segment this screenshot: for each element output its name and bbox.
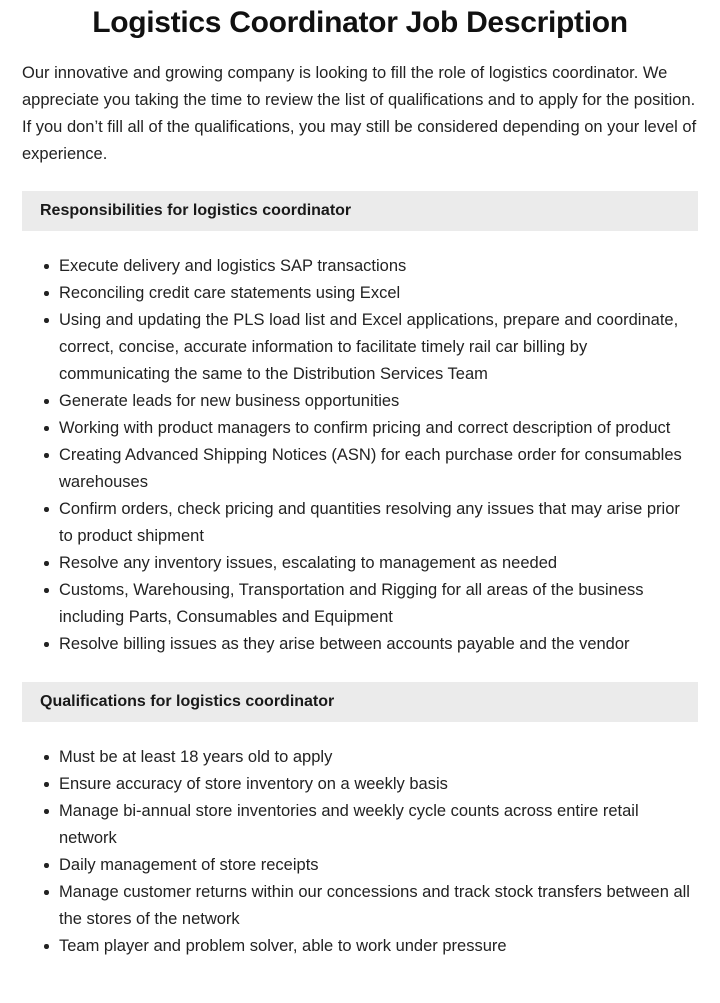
list-item: Confirm orders, check pricing and quantities resolving any issues that may arise prior to product shipment xyxy=(22,496,698,550)
list-item: Resolve billing issues as they arise between accounts payable and the vendor xyxy=(22,631,698,658)
list-item: Resolve any inventory issues, escalating to management as needed xyxy=(22,550,698,577)
section-header-responsibilities: Responsibilities for logistics coordinator xyxy=(22,191,698,231)
list-item: Must be at least 18 years old to apply xyxy=(22,744,698,771)
list-item: Working with product managers to confirm pricing and correct description of product xyxy=(22,415,698,442)
list-item: Generate leads for new business opportunities xyxy=(22,388,698,415)
section-responsibilities xyxy=(0,191,720,658)
qualifications-list xyxy=(0,722,720,960)
list-item: Using and updating the PLS load list and Excel applications, prepare and coordinate, correct, concise, accurate information to facilitate timely rail car billing by communicating the same to the Distribution Services Team xyxy=(22,307,698,388)
section-qualifications xyxy=(0,682,720,960)
list-item: Reconciling credit care statements using Excel xyxy=(22,280,698,307)
list-item: Manage customer returns within our concessions and track stock transfers between all the stores of the network xyxy=(22,879,698,933)
list-item: Customs, Warehousing, Transportation and Rigging for all areas of the business including Parts, Consumables and Equipment xyxy=(22,577,698,631)
intro-paragraph: Our innovative and growing company is looking to fill the role of logistics coordinator. We appreciate you taking the time to review the list of qualifications and to apply for the position. If you don’t fill all of the qualifications, you may still be considered depending on your level of experience. xyxy=(22,64,697,163)
list-item: Manage bi-annual store inventories and weekly cycle counts across entire retail network xyxy=(22,798,698,852)
section-header-qualifications: Qualifications for logistics coordinator xyxy=(22,682,698,722)
responsibilities-list xyxy=(0,231,720,658)
list-item: Daily management of store receipts xyxy=(22,852,698,879)
list-item: Creating Advanced Shipping Notices (ASN) for each purchase order for consumables warehouses xyxy=(22,442,698,496)
list-item: Team player and problem solver, able to work under pressure xyxy=(22,933,698,960)
list-item: Ensure accuracy of store inventory on a weekly basis xyxy=(22,771,698,798)
list-item: Execute delivery and logistics SAP transactions xyxy=(22,253,698,280)
page-title: Logistics Coordinator Job Description xyxy=(92,6,628,39)
